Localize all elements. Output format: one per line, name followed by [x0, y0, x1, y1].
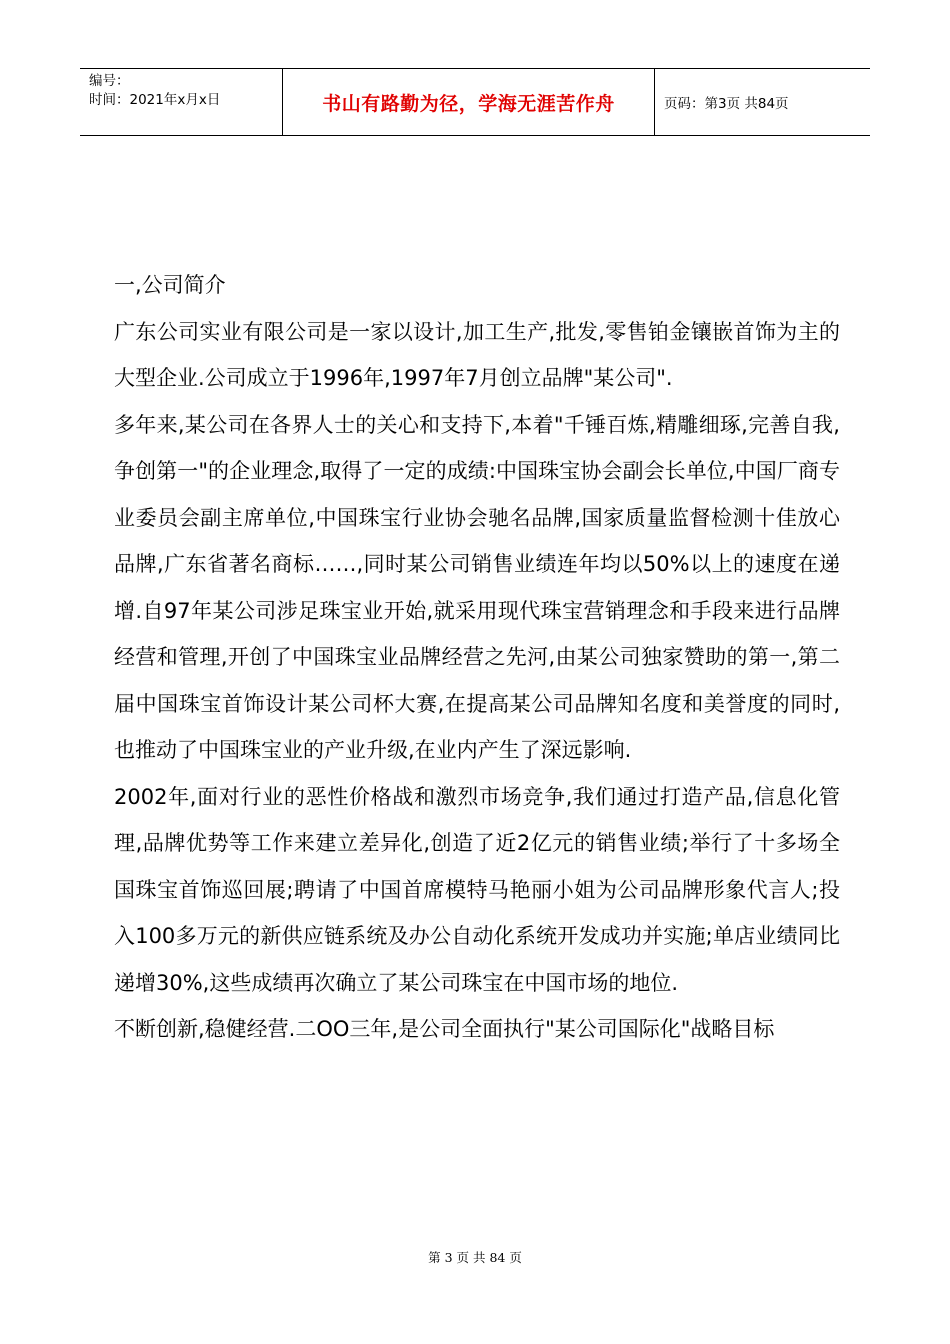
- document-number-label: 编号：: [89, 73, 130, 89]
- header-motto: 书山有路勤为径，学海无涯苦作舟: [283, 69, 655, 135]
- paragraph: 广东公司实业有限公司是一家以设计,加工生产,批发,零售铂金镶嵌首饰为主的大型企业.公司成立于1996年,1997年7月创立品牌"某公司".: [114, 319, 840, 390]
- paragraph: 2002年,面对行业的恶性价格战和激烈市场竞争,我们通过打造产品,信息化管理,品牌优势等工作来建立差异化,创造了近2亿元的销售业绩;举行了十多场全国珠宝首饰巡回展;聘请了中国首席模特马艳丽小姐为公司品牌形象代言人;投入100多万元的新供应链系统及办公自动化系统开发成功并实施;单店业绩同比递增30%,这些成绩再次确立了某公司珠宝在中国市场的地位.: [114, 784, 840, 995]
- document-header: [80, 68, 870, 136]
- paragraph: 不断创新,稳健经营.二OO三年,是公司全面执行"某公司国际化"战略目标: [114, 1017, 775, 1041]
- header-meta: [80, 69, 283, 135]
- document-body: [114, 262, 840, 1053]
- header-page-info: 页码：第3页 共84页: [664, 96, 789, 112]
- page-footer: 第 3 页 共 84 页: [428, 1250, 522, 1265]
- section-heading: 一,公司简介: [114, 273, 226, 297]
- paragraph: 多年来,某公司在各界人士的关心和支持下,本着"千锤百炼,精雕细琢,完善自我,争创第一"的企业理念,取得了一定的成绩:中国珠宝协会副会长单位,中国厂商专业委员会副主席单位,中国珠宝行业协会驰名品牌,国家质量监督检测十佳放心品牌,广东省著名商标……,同时某公司销售业绩连年均以50%以上的速度在递增.自97年某公司涉足珠宝业开始,就采用现代珠宝营销理念和手段来进行品牌经营和管理,开创了中国珠宝业品牌经营之先河,由某公司独家赞助的第一,第二届中国珠宝首饰设计某公司杯大赛,在提高某公司品牌知名度和美誉度的同时,也推动了中国珠宝业的产业升级,在业内产生了深远影响.: [114, 412, 840, 762]
- document-date: 时间：2021年x月x日: [89, 92, 221, 108]
